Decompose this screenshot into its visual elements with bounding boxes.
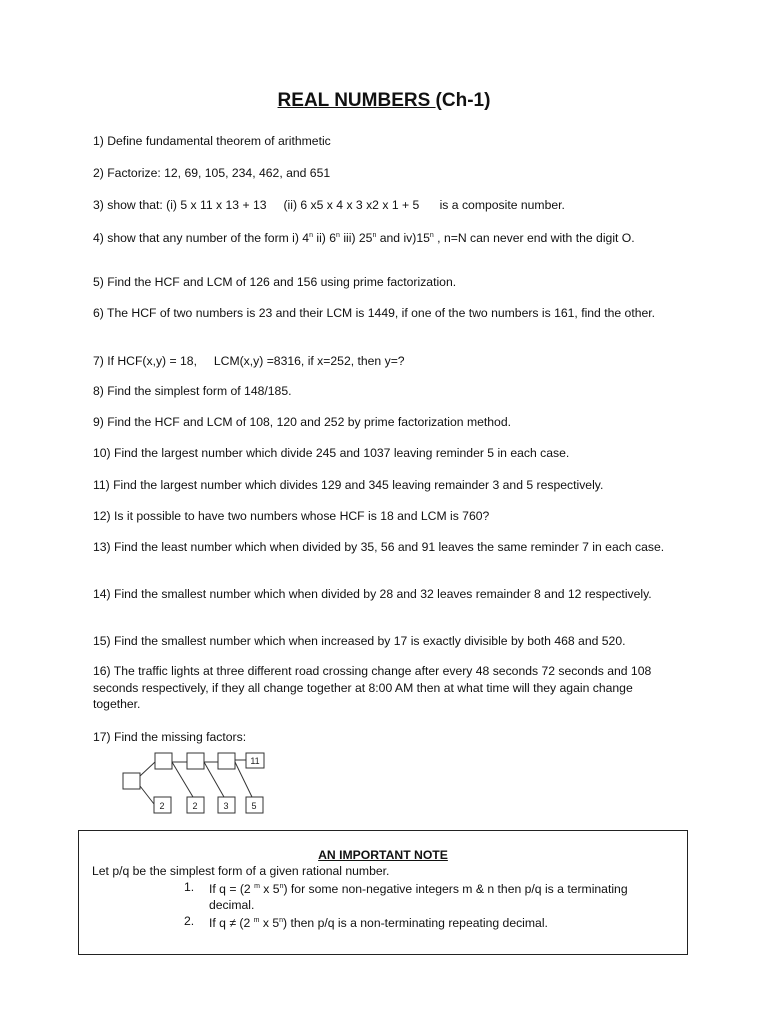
factor-tree-empty-box xyxy=(218,753,235,769)
note-item-1: 1. If q = (2 $^m$ x 5$^n$) for some non-negative integers m & n then p/q is a terminating decimal. xyxy=(184,880,628,913)
question-5: 5) Find the HCF and LCM of 126 and 156 using prime factorization. xyxy=(93,275,457,289)
note-heading: AN IMPORTANT NOTE xyxy=(318,848,448,862)
question-16: 16) The traffic lights at three different road crossing change after every 48 seconds 72 seconds and 108 seconds respectively, if they all change together at 8:00 AM then at what time will they again change together. xyxy=(93,664,652,711)
question-17: 17) Find the missing factors: xyxy=(93,730,247,744)
factor-tree-branch xyxy=(140,762,155,776)
factor-tree-branch xyxy=(140,786,154,804)
note-intro: Let p/q be the simplest form of a given rational number. xyxy=(92,864,390,878)
question-10: 10) Find the largest number which divide 245 and 1037 leaving reminder 5 in each case. xyxy=(93,446,570,460)
factor-tree-value: 11 xyxy=(250,756,260,766)
question-14: 14) Find the smallest number which when divided by 28 and 32 leaves remainder 8 and 12 respectively. xyxy=(93,587,652,601)
question-2: 2) Factorize: 12, 69, 105, 234, 462, and 651 xyxy=(93,166,331,180)
title-main: REAL NUMBERS xyxy=(277,90,436,111)
factor-tree-factor: 2 xyxy=(159,801,165,811)
note-item-2: 2. If q ≠ (2 $^m$ x 5$^n$) then p/q is a non-terminating repeating decimal. xyxy=(184,914,548,931)
factor-tree-branch xyxy=(172,762,193,797)
question-15: 15) Find the smallest number which when increased by 17 is exactly divisible by both 468 and 520. xyxy=(93,634,626,648)
factor-tree-branch xyxy=(204,762,224,797)
factor-tree-factor: 5 xyxy=(251,801,257,811)
factor-tree-diagram xyxy=(118,752,288,824)
question-12: 12) Is it possible to have two numbers whose HCF is 18 and LCM is 760? xyxy=(93,509,490,523)
question-6: 6) The HCF of two numbers is 23 and their LCM is 1449, if one of the two numbers is 161, find the other. xyxy=(93,306,656,320)
factor-tree-empty-box xyxy=(187,753,204,769)
page-title xyxy=(0,90,768,112)
factor-tree-empty-box xyxy=(155,753,172,769)
factor-tree-factor: 2 xyxy=(192,801,198,811)
factor-tree-empty-box xyxy=(123,773,140,789)
question-7: 7) If HCF(x,y) = 18, LCM(x,y) =8316, if x=252, then y=? xyxy=(93,354,405,368)
note-list xyxy=(179,879,669,931)
question-3: 3) show that: (i) 5 x 11 x 13 + 13 (ii) 6 x5 x 4 x 3 x2 x 1 + 5 is a composite number. xyxy=(93,198,565,212)
question-1: 1) Define fundamental theorem of arithmetic xyxy=(93,134,331,148)
question-8: 8) Find the simplest form of 148/185. xyxy=(93,384,292,398)
question-9: 9) Find the HCF and LCM of 108, 120 and 252 by prime factorization method. xyxy=(93,415,511,429)
important-note-box xyxy=(78,830,688,955)
title-chapter: (Ch-1) xyxy=(435,90,491,111)
question-13: 13) Find the least number which when divided by 35, 56 and 91 leaves the same reminder 7 in each case. xyxy=(93,540,665,554)
factor-tree-factor: 3 xyxy=(223,801,229,811)
factor-tree-branch xyxy=(235,762,252,797)
question-4: 4) show that any number of the form i) 4$^n$ ii) 6$^n$ iii) 25$^n$ and iv)15$^n$ , n=N can never end with the digit O. xyxy=(93,231,635,246)
question-11: 11) Find the largest number which divides 129 and 345 leaving remainder 3 and 5 respectively. xyxy=(93,478,604,492)
